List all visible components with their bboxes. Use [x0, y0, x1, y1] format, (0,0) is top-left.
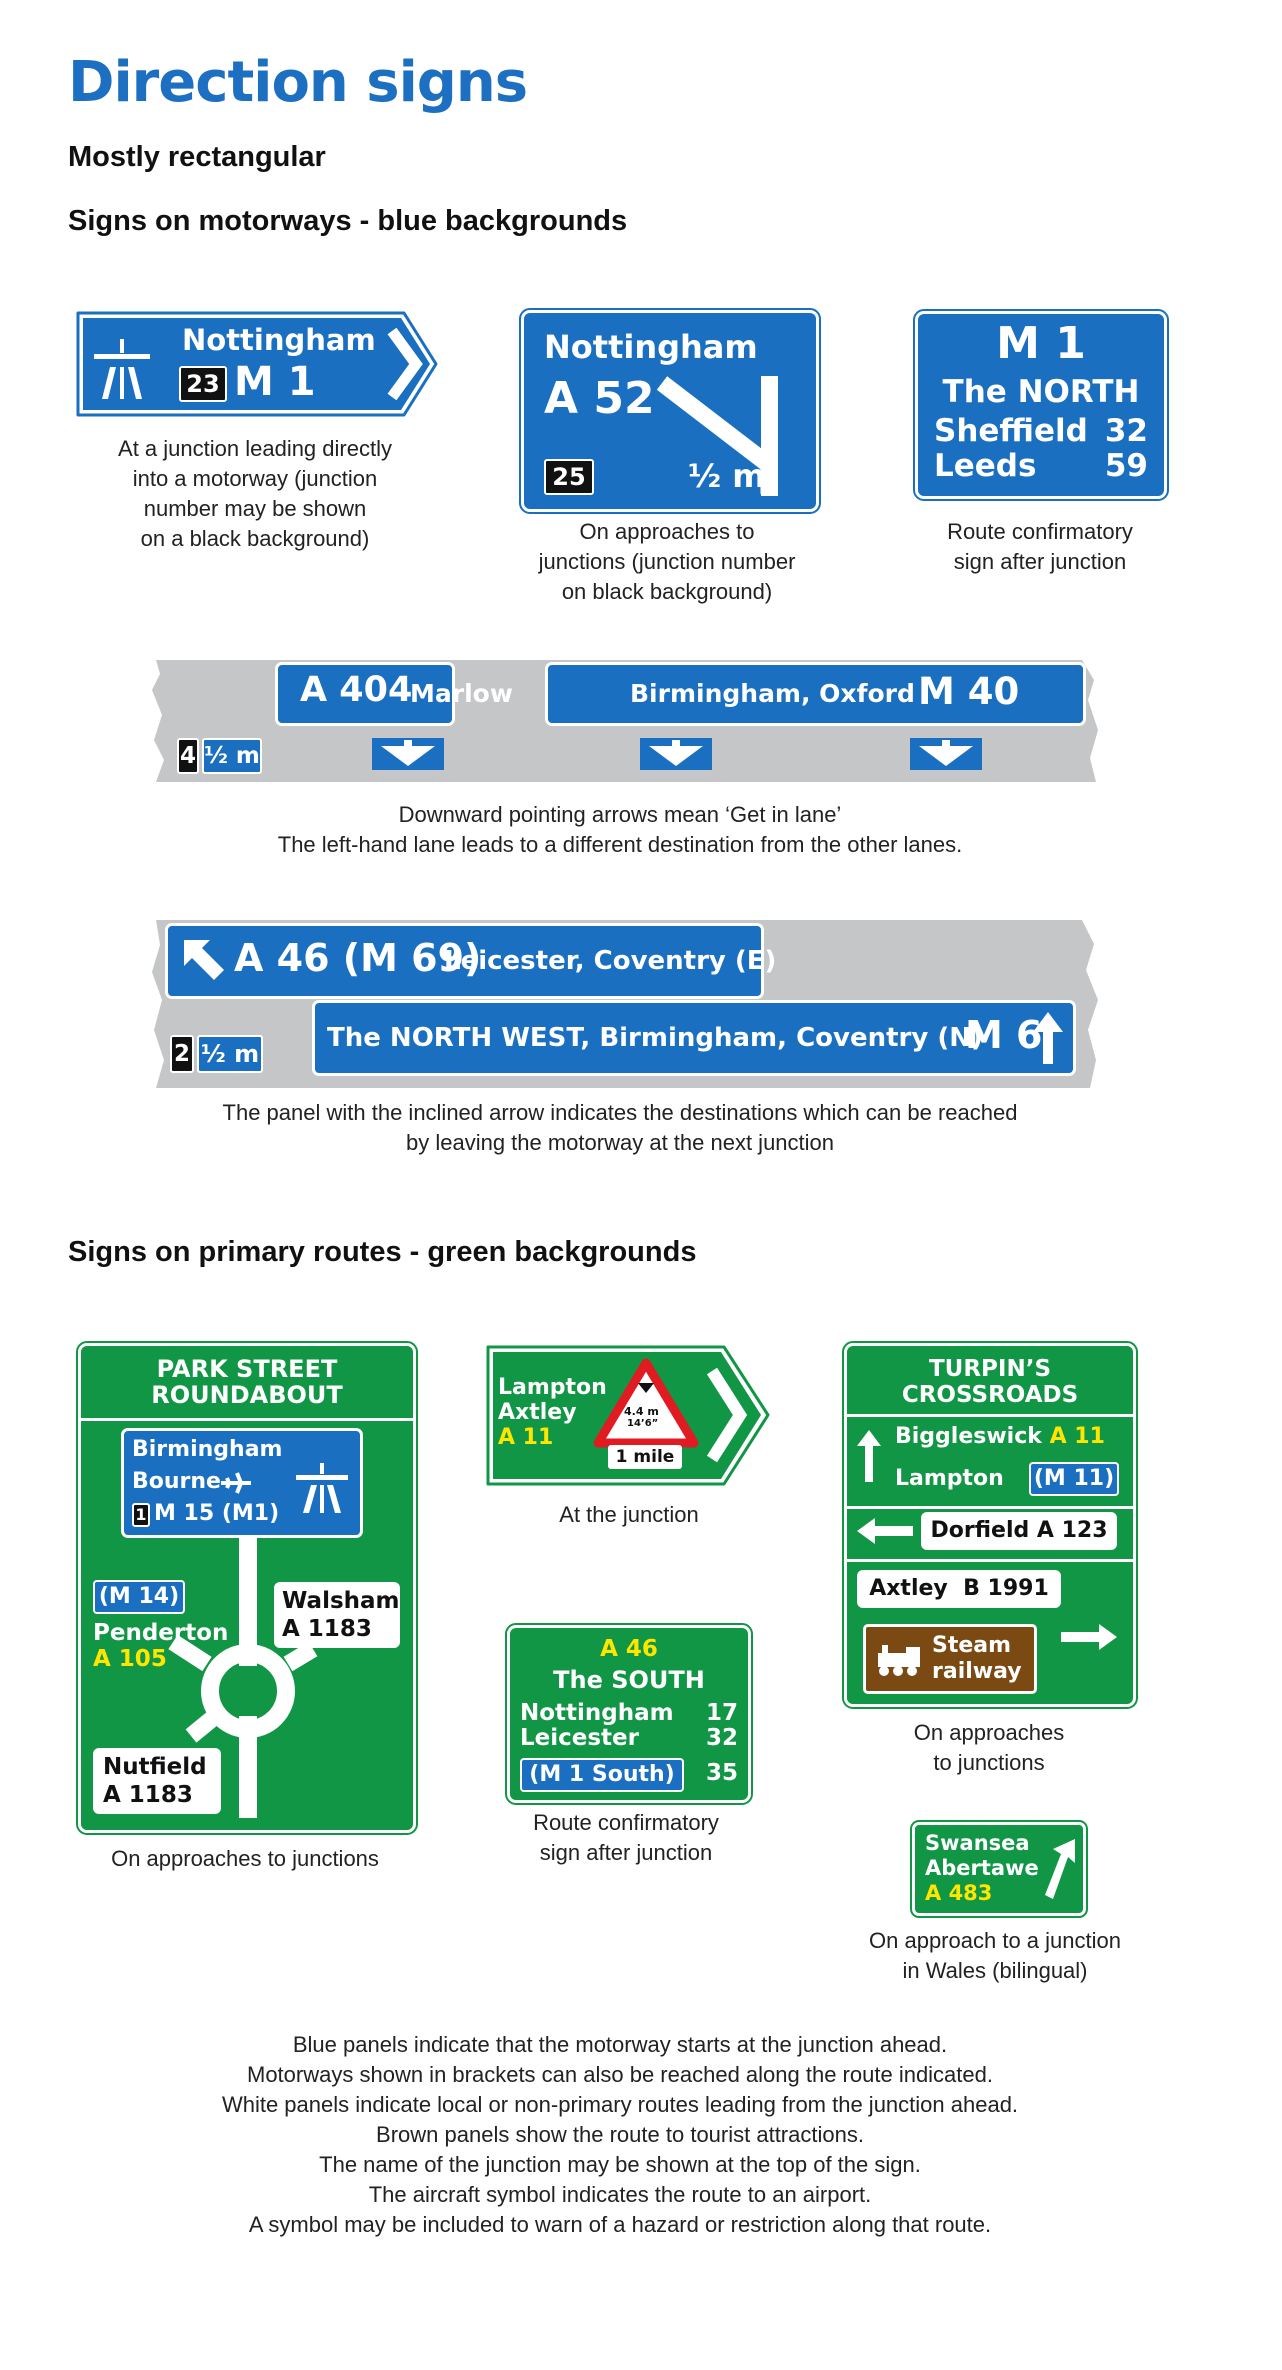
- height-limit-imperial: 14’6”: [627, 1418, 659, 1429]
- caption-line: by leaving the motorway at the next junction: [405, 1130, 835, 1155]
- caption-line: On approach to a junction: [869, 1928, 1121, 1953]
- tourist-label: [932, 1633, 1022, 1685]
- caption-sign1: [80, 434, 430, 554]
- road-number: A 11: [1049, 1424, 1105, 1449]
- caption-gantry1: [140, 800, 1100, 860]
- junction-number: 25: [544, 459, 594, 495]
- destination-label: Nottingham: [182, 323, 376, 357]
- up-right-arrow-icon: [1041, 1837, 1081, 1901]
- caption-line: Route confirmatory: [533, 1810, 719, 1835]
- caption-sign3: [900, 517, 1180, 577]
- caption-line: sign after junction: [539, 1840, 713, 1865]
- caption-line: Route confirmatory: [947, 519, 1133, 544]
- place-label: Walsham: [282, 1588, 400, 1614]
- road-number: M 40: [918, 670, 1020, 713]
- place-label: [895, 1424, 1105, 1449]
- local-route-panel: [93, 1748, 221, 1814]
- road-number: A 46: [600, 1636, 658, 1662]
- section-title-primary: Signs on primary routes - green backgrounds: [68, 1236, 697, 1268]
- header-line: ROUNDABOUT: [151, 1381, 343, 1409]
- road-number: M 1: [234, 359, 316, 405]
- caption-line: On approaches: [913, 1720, 1065, 1745]
- place-label: Axtley: [498, 1400, 577, 1425]
- place-label: Sheffield: [934, 413, 1088, 449]
- place-label: Axtley: [869, 1576, 948, 1601]
- distance-label: 35: [705, 1760, 738, 1786]
- place-label: Biggleswick: [895, 1424, 1042, 1449]
- caption-primary-confirmatory: [480, 1808, 772, 1868]
- road-number: A 1183: [103, 1782, 193, 1808]
- road-number: B 1991: [963, 1576, 1049, 1601]
- caption-line: into a motorway (junction: [132, 466, 378, 491]
- junction-number: 2: [170, 1035, 194, 1073]
- sign-roundabout: [78, 1343, 416, 1833]
- caption-line: On approaches to: [579, 519, 755, 544]
- road-number: A 404: [300, 670, 413, 710]
- place-label: Nutfield: [103, 1754, 207, 1780]
- motorway-panel: [121, 1428, 363, 1538]
- header-line: CROSSROADS: [901, 1382, 1079, 1408]
- destination-list: [498, 1375, 607, 1450]
- road-number: A 52: [544, 373, 655, 424]
- place-label: Lampton: [498, 1375, 607, 1400]
- road-number: M 15 (M1): [154, 1501, 280, 1526]
- place-label: Birmingham, Oxford: [630, 679, 915, 708]
- sign-motorway-junction: [74, 309, 442, 419]
- caption-line: The left-hand lane leads to a different destination from the other lanes.: [277, 832, 963, 857]
- exit-panel: [165, 923, 777, 999]
- place-label: Bourne: [132, 1469, 221, 1494]
- tourist-line: railway: [932, 1659, 1022, 1684]
- road-number: M 1: [996, 318, 1086, 369]
- up-arrow-icon: [855, 1428, 883, 1484]
- up-arrow-icon: [1031, 1010, 1065, 1066]
- caption-line: on black background): [561, 579, 773, 604]
- caption-line: on a black background): [140, 526, 370, 551]
- junction-number: 23: [179, 366, 227, 402]
- sign-bilingual: [912, 1822, 1086, 1916]
- road-number: A 46 (M 69): [234, 936, 482, 980]
- caption-line: junctions (junction number: [538, 549, 796, 574]
- local-route-panel: [274, 1582, 400, 1648]
- page-title: Direction signs: [68, 50, 528, 115]
- note-line: Brown panels show the route to tourist attractions.: [376, 2122, 864, 2147]
- sign-crossroads: [844, 1343, 1136, 1707]
- motorway-symbol-icon: [294, 1459, 350, 1515]
- distance-label: 59: [1104, 448, 1148, 484]
- gantry-sign-lanes: [150, 660, 1100, 782]
- place-label: Leicester: [520, 1725, 639, 1751]
- header-line: PARK STREET: [156, 1355, 338, 1383]
- place-label: Swansea: [925, 1831, 1030, 1855]
- road-number: A 105: [93, 1646, 167, 1672]
- caption-line: The panel with the inclined arrow indicates the destinations which can be reached: [222, 1100, 1018, 1125]
- caption-roundabout: On approaches to junctions: [111, 1846, 379, 1871]
- caption-line: At a junction leading directly: [118, 436, 392, 461]
- distance-label: ½ m: [202, 738, 262, 774]
- sign-primary-confirmatory: [507, 1625, 751, 1803]
- caption-sign2: [512, 517, 822, 607]
- place-label: Marlow: [410, 679, 513, 708]
- divider: [847, 1506, 1133, 1509]
- caption-line: in Wales (bilingual): [902, 1958, 1088, 1983]
- place-label: Lampton: [895, 1466, 1004, 1491]
- lane-panel-left: [275, 662, 513, 726]
- road-number: A 11: [498, 1425, 554, 1450]
- sign-at-junction: [484, 1343, 774, 1488]
- inclined-arrow-icon: [180, 936, 228, 984]
- tourist-line: Steam: [932, 1633, 1012, 1658]
- tourist-panel: [863, 1624, 1037, 1694]
- place-label: Abertawe: [925, 1856, 1039, 1880]
- distance-label: ½ m: [197, 1035, 263, 1073]
- sign-motorway-confirmatory: [915, 311, 1167, 499]
- destination-label: Nottingham: [544, 328, 758, 366]
- direction-label: The SOUTH: [553, 1666, 705, 1694]
- note-line: Blue panels indicate that the motorway starts at the junction ahead.: [292, 2032, 948, 2057]
- distance-plate: 1 mile: [608, 1445, 682, 1469]
- road-number: A 483: [925, 1881, 993, 1905]
- caption-bilingual: [830, 1926, 1160, 1986]
- caption-crossroads: [844, 1718, 1134, 1778]
- caption-line: number may be shown: [143, 496, 367, 521]
- destination-list: [925, 1831, 1039, 1906]
- motorway-bracket-label: (M 1 South): [520, 1758, 684, 1792]
- ahead-panel: [312, 1000, 1076, 1076]
- place-label: Nottingham: [520, 1700, 674, 1726]
- note-line: The aircraft symbol indicates the route to an airport.: [368, 2182, 872, 2207]
- place-label: Dorfield: [930, 1518, 1030, 1543]
- note-line: The name of the junction may be shown at the top of the sign.: [319, 2152, 921, 2177]
- place-label: Birmingham: [132, 1437, 283, 1462]
- explanatory-notes: [100, 2030, 1140, 2240]
- motorway-bracket-label: (M 11): [1029, 1462, 1119, 1496]
- distance-label: ½ m: [688, 457, 766, 495]
- gantry-sign-exit: [150, 920, 1100, 1088]
- divider: [847, 1414, 1133, 1417]
- motorway-bracket-label: (M 14): [93, 1580, 185, 1614]
- local-route-panel: [921, 1512, 1117, 1550]
- junction-number: 1: [132, 1503, 150, 1527]
- sign-motorway-approach: [521, 310, 819, 512]
- junction-name: [847, 1356, 1133, 1408]
- divider: [847, 1559, 1133, 1562]
- note-line: Motorways shown in brackets can also be reached along the route indicated.: [247, 2062, 993, 2087]
- road-number: A 1183: [282, 1616, 372, 1642]
- note-line: A symbol may be included to warn of a hazard or restriction along that route.: [248, 2212, 992, 2237]
- distance-label: 32: [705, 1725, 738, 1751]
- place-label: The NORTH WEST, Birmingham, Coventry (N): [327, 1023, 983, 1053]
- road-number: M 6: [965, 1013, 1043, 1057]
- junction-number: 4: [177, 738, 199, 774]
- distance-label: 32: [1104, 413, 1148, 449]
- caption-gantry2: [140, 1098, 1100, 1158]
- caption-line: sign after junction: [953, 549, 1127, 574]
- height-limit-metric: 4.4 m: [624, 1405, 659, 1418]
- right-arrow-icon: [1059, 1622, 1119, 1652]
- caption-line: to junctions: [933, 1750, 1045, 1775]
- page-subheading: Mostly rectangular: [68, 141, 326, 173]
- caption-at-junction: At the junction: [559, 1502, 699, 1527]
- direction-label: The NORTH: [942, 374, 1140, 410]
- local-route-panel: [857, 1570, 1061, 1608]
- airport-icon: [219, 1471, 253, 1495]
- lane-panel-right: [545, 662, 1086, 726]
- header-line: TURPIN’S: [928, 1356, 1052, 1382]
- caption-line: Downward pointing arrows mean ‘Get in lane’: [398, 802, 842, 827]
- steam-train-icon: [872, 1643, 926, 1679]
- distance-label: 17: [705, 1700, 738, 1726]
- note-line: White panels indicate local or non-primary routes leading from the junction ahead.: [221, 2092, 1019, 2117]
- left-arrow-icon: [855, 1516, 915, 1546]
- section-title-motorway: Signs on motorways - blue backgrounds: [68, 205, 628, 237]
- place-label: Leicester, Coventry (E): [444, 946, 777, 976]
- place-label: Leeds: [934, 448, 1037, 484]
- place-label: Penderton: [93, 1620, 229, 1646]
- road-number: A 123: [1036, 1518, 1108, 1543]
